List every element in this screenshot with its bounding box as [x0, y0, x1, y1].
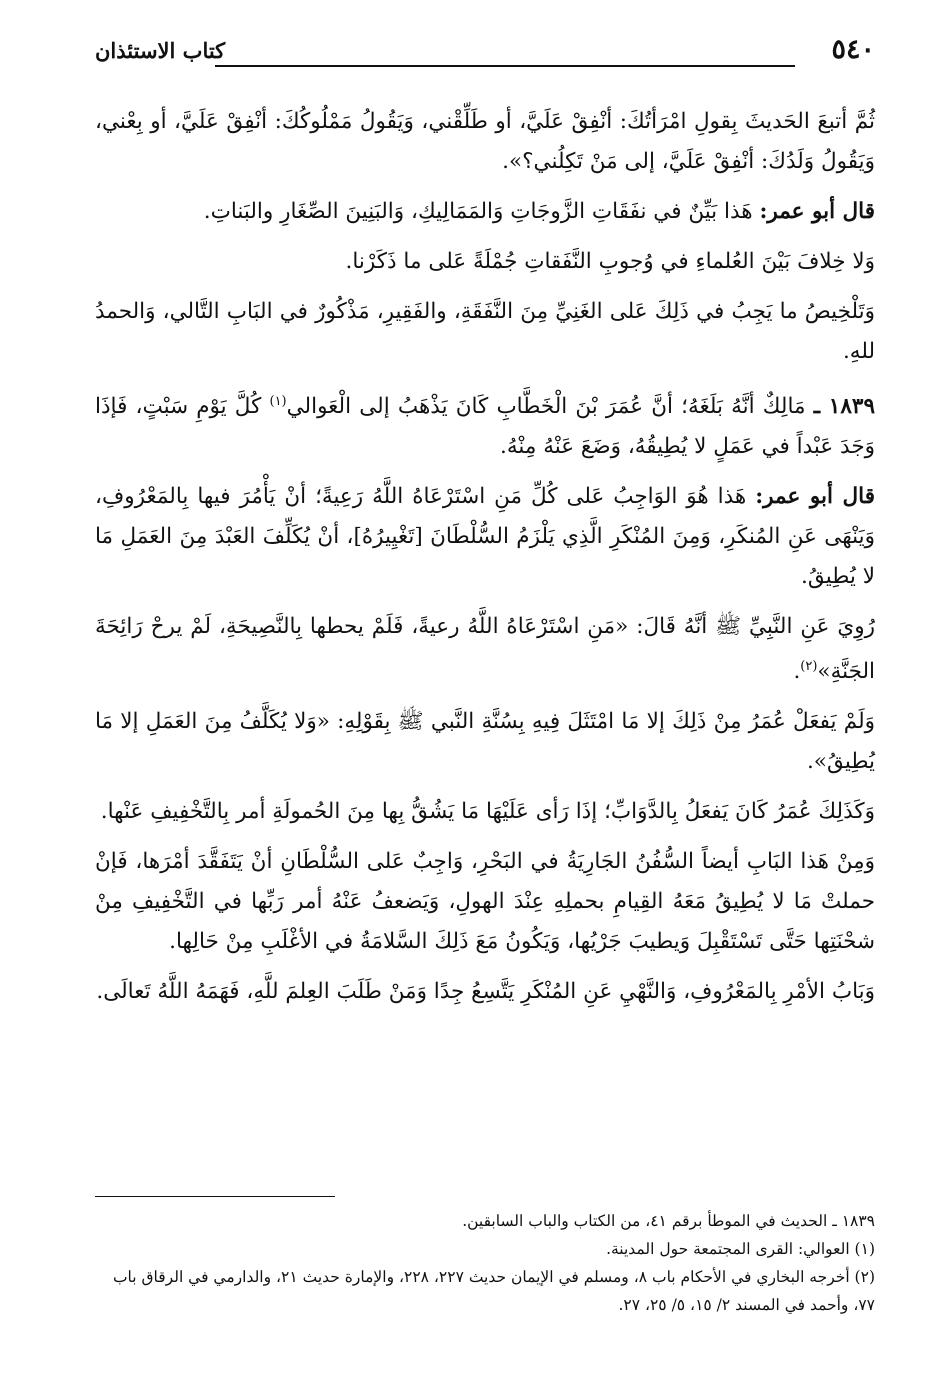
paragraph-text: وَكَذَلِكَ عُمَرُ كَانَ يَفعَلُ بِالدَّوَابِّ؛ إذَا رَأى عَلَيْهَا مَا يَشُقُّ بِها مِنَ الحُمولَةِ أمر بِالتَّخْفِيفِ عَنْها. [100, 799, 875, 825]
paragraph-2 [95, 192, 875, 232]
page-number: ٥٤٠ [831, 34, 875, 65]
header-rule [215, 65, 795, 67]
book-page [95, 0, 875, 1389]
paragraph-3 [95, 242, 875, 282]
page-header [95, 34, 875, 70]
paragraph-8 [95, 702, 875, 782]
paragraph-text: وَتَلْخِيصُ ما يَجِبُ في ذَلِكَ عَلى الغَنِيِّ مِنَ النَّفَقَةِ، والفَقِيرِ، مَذْكُورٌ في البَابِ التَّالي، وَالحمدُ للهِ. [95, 299, 875, 364]
paragraph-text: وَبَابُ الأمْرِ بِالمَعْرُوفِ، وَالنَّهْيِ عَنِ المُنْكَرِ يَتَّسِعُ جِدًا وَمَنْ طَلَبَ العِلمَ للَّهِ، فَهَمَهُ اللَّهُ تَعالَى. [96, 979, 875, 1005]
paragraph-text: هَذا هُوَ الوَاجِبُ عَلى كُلِّ مَنِ اسْتَرْعَاهُ اللَّهُ رَعِيةً؛ أنْ يَأْمُرَ فيها بِالمَعْرُوفِ، وَيَنْهَى عَنِ المُنكَرِ، وَمِنَ المُنْكَرِ الَّذِي يَلْزَمُ السُّلْطَانَ [تَغْيِيرُهُ]، أنْ يُكَلِّفَ العَبْدَ مِنَ العَمَلِ مَا لا يُطِيقُ. [95, 484, 875, 590]
footnote-source: ١٨٣٩ ـ الحديث في الموطأ برقم ٤١، من الكتاب والباب السابقين. [462, 1212, 875, 1230]
footnote-2: (٢) أخرجه البخاري في الأحكام باب ٨، ومسلم في الإيمان حديث ٢٢٧، ٢٢٨، والإمارة حديث ٢١، والدارمي في الرقاق باب ٧٧، وأحمد في المسند ٢/ ١٥، ٥/ ٢٥، ٢٧. [112, 1268, 875, 1314]
paragraph-9 [95, 792, 875, 832]
speaker-label: قال أبو عمر: [755, 484, 875, 510]
paragraph-text: ثُمَّ أتبعَ الحَديثَ بِقولِ امْرَأتُكَ: أنْفِقْ عَلَيَّ، أو طَلِّقْني، وَيَقُولُ مَمْلُوكُكَ: أنْفِقْ عَلَيَّ، أو بِعْني، وَيَقُولُ وَلَدُكَ: أنْفِقْ عَلَيَّ، إلى مَنْ تَكِلُني؟». [95, 109, 875, 174]
main-text [95, 102, 875, 1022]
footnote-ref-1: (١) [269, 394, 287, 409]
paragraph-7 [95, 607, 875, 692]
paragraph-text: رُوِيَ عَنِ النَّبِيِّ ﷺ أنَّهُ قَالَ: «مَنِ اسْتَرْعَاهُ اللَّهُ رعيةً، فَلَمْ يحطها بِالنَّصِيحَةِ، لَمْ يرحْ رَائِحَةَ الجَنَّةِ» [95, 614, 875, 685]
paragraph-4 [95, 292, 875, 372]
paragraph-1 [95, 102, 875, 182]
paragraph-text-continued: . [793, 659, 801, 685]
paragraph-text: وَمِنْ هَذا البَابِ أيضاً السُّفُنُ الجَارِيَةُ في البَحْرِ، وَاجِبٌ عَلى السُّلْطَانِ أنْ يَتَفَقَّدَ أمْرَها، فَإنْ حملتْ مَا لا يُطِيقُ مَعَهُ القِيامِ بحملِهِ عِنْدَ الهولِ، وَيَضعفُ عَنْهُ أمر رَبِّها في التَّخْفِيفِ مِنْ شحْنَتِها حَتَّى تَسْتَقْبِلَ وَيطيبَ جَرْيُها، وَيَكُونُ مَعَ ذَلِكَ السَّلامَةُ في الأغْلَبِ مِنْ حَالِها. [95, 849, 875, 955]
footnote-divider [95, 1196, 335, 1197]
paragraph-6 [95, 477, 875, 597]
hadith-number: ١٨٣٩ ـ [813, 394, 875, 420]
footnotes [95, 1207, 875, 1319]
footnote-1: (١) العوالي: القرى المجتمعة حول المدينة. [606, 1240, 875, 1258]
speaker-label: قال أبو عمر: [759, 199, 875, 224]
paragraph-text: هَذا بَيِّنٌ في نفَقَاتِ الزَّوجَاتِ وَالمَمَالِيكِ، وَالبَنِينَ الصِّغَارِ والبَناتِ. [203, 199, 753, 224]
chapter-title: كتاب الاستئذان [95, 38, 226, 63]
paragraph-text: وَلَمْ يَفعَلْ عُمَرُ مِنْ ذَلِكَ إلا مَا امْتَثَلَ فِيهِ بِسُنَّةِ النَّبي ﷺ بِقَوْلِهِ: «وَلا يُكَلَّفُ مِنَ العَمَلِ إلا مَا يُطِيقُ». [95, 709, 875, 775]
paragraph-text: وَلا خِلافَ بَيْنَ العُلماءِ في وُجوبِ النَّفَقاتِ جُمْلَةً عَلى ما ذَكَرْنا. [345, 249, 875, 274]
paragraph-text-continued: كُلَّ يَوْمِ سَبْتٍ، فَإذَا وَجَدَ عَبْداً في عَمَلٍ لا يُطِيقُهُ، وَضَعَ عَنْهُ مِنْهُ. [95, 394, 875, 460]
hadith-1839 [95, 382, 875, 467]
paragraph-text: مَالِكٌ أنَّهُ بَلَغَهُ؛ أنَّ عُمَرَ بْنَ الْخَطَّابِ كَانَ يَذْهَبُ إلى الْعَوالي [286, 394, 806, 420]
paragraph-11 [95, 972, 875, 1012]
paragraph-10 [95, 842, 875, 962]
footnote-ref-2: (٢) [800, 659, 818, 675]
